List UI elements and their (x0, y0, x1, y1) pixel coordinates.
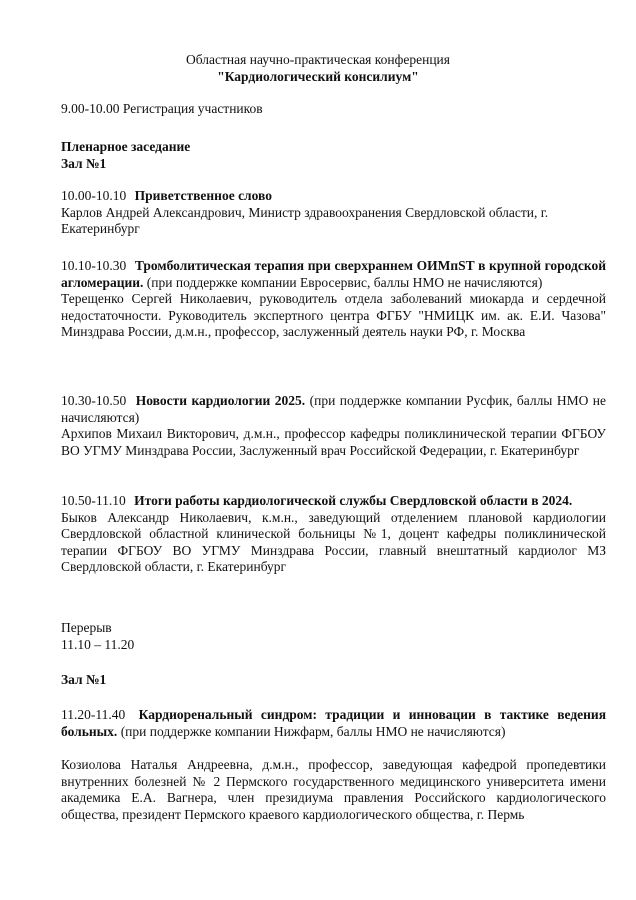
session-title: Кардиоренальный синдром: традиции и инновации в тактике ведения больных. (61, 707, 607, 739)
session-note: (при поддержке компании Евросервис, баллы НМО не начисляются) (146, 274, 543, 290)
session-time: 11.20-11.40 (61, 707, 126, 722)
session-note: (при поддержке компании Нижфарм, баллы НМО не начисляются) (120, 723, 506, 739)
session-item (61, 393, 606, 459)
conference-subtitle: "Кардиологический консилиум" (217, 68, 419, 84)
session-time: 10.00-10.10 (61, 188, 127, 203)
session-speaker-block (61, 757, 606, 823)
hall-heading (61, 672, 606, 689)
plenary-block (61, 139, 606, 172)
break-time: 11.10 – 11.20 (61, 636, 135, 652)
session-time: 10.50-11.10 (61, 493, 126, 508)
plenary-heading: Пленарное заседание (61, 139, 191, 154)
session-item (61, 707, 606, 740)
session-title: Итоги работы кардиологической службы Свердловской области в 2024. (134, 493, 573, 508)
document-header (0, 52, 636, 85)
session-note: (при поддержке компании Русфик, баллы НМО не начисляются) (61, 393, 607, 425)
session-item (61, 258, 606, 341)
registration-text: 9.00-10.00 Регистрация участников (61, 101, 263, 116)
session-speaker: Быков Александр Николаевич, к.м.н., заведующий отделением плановой кардиологии Свердловской областной клинической больницы №1, доцент кафедры поликлинической терапии ФГБОУ ВО УГМУ Минздрава России, главный внештатный кардиолог МЗ Свердловской области, г. Екатеринбург (61, 509, 606, 574)
session-item (61, 188, 606, 238)
session-title: Приветственное слово (134, 188, 272, 203)
session-time: 10.30-10.50 (61, 393, 127, 408)
session-speaker: Козиолова Наталья Андреевна, д.м.н., профессор, заведующая кафедрой пропедевтики внутренних болезней № 2 Пермского государственного медицинского университета имени академика Е.А. Вагнера, член президиума правления Российского кардиологического общества, президент Пермского краевого кардиологического общества, г. Пермь (61, 757, 606, 822)
conference-title: Областная научно-практическая конференция (186, 52, 450, 67)
plenary-hall: Зал №1 (61, 155, 107, 171)
session-title: Новости кардиологии 2025. (135, 393, 306, 408)
session-speaker: Терещенко Сергей Николаевич, руководитель отдела заболеваний миокарда и сердечной недостаточности. Руководитель экспертного центра ФГБУ "НМИЦК им. ак. Е.И. Чазова" Минздрава России, д.м.н., профессор, заслуженный деятель науки РФ, г. Москва (61, 291, 606, 339)
session-item (61, 493, 606, 576)
hall-label: Зал №1 (61, 672, 107, 687)
break-label: Перерыв (61, 620, 112, 635)
session-speaker: Карлов Андрей Александрович, Министр здравоохранения Свердловской области, г. Екатеринбург (61, 204, 549, 236)
break-block (61, 620, 606, 653)
session-title: Тромболитическая терапия при сверхраннем ОИМпST в крупной городской агломерации. (61, 258, 606, 290)
session-speaker: Архипов Михаил Викторович, д.м.н., профессор кафедры поликлинической терапии ФГБОУ ВО УГМУ Минздрава России, Заслуженный врач Российской Федерации, г. Екатеринбург (61, 426, 606, 458)
registration-line (61, 101, 606, 118)
session-time: 10.10-10.30 (61, 258, 127, 273)
